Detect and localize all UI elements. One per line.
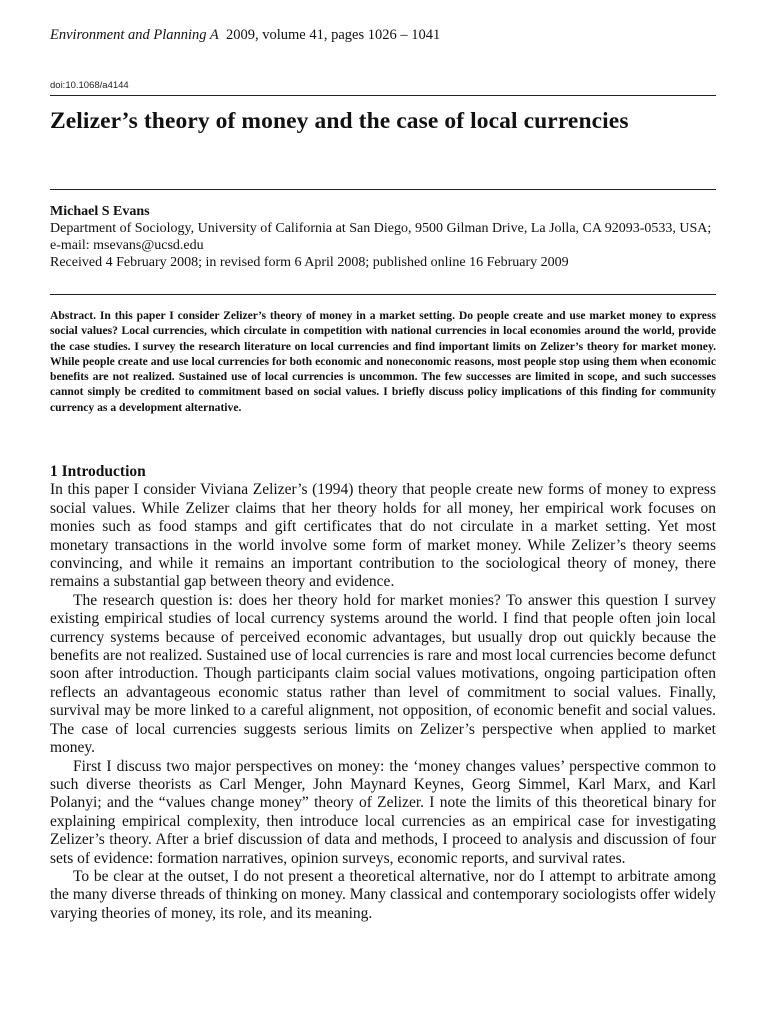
abstract-label: Abstract. [50,309,97,322]
journal-name: Environment and Planning A [50,27,219,43]
author-name: Michael S Evans [50,204,150,219]
author-block [50,203,716,271]
section-heading: 1 Introduction [50,463,146,480]
abstract [50,308,716,415]
author-affiliation: Department of Sociology, University of California at San Diego, 9500 Gilman Drive, La Jolla, CA 92093-0533, USA; e-mail: msevans@ucsd.edu [50,221,712,253]
paper-title: Zelizer’s theory of money and the case of local currencies [50,108,629,134]
received-history: Received 4 February 2008; in revised form 6 April 2008; published online 16 February 2009 [50,255,569,270]
journal-details: 2009, volume 41, pages 1026 – 1041 [226,27,441,43]
paragraph: First I discuss two major perspectives on money: the ‘money changes values’ perspective common to such diverse theorists as Carl Menger, John Maynard Keynes, Georg Simmel, Karl Marx, and Karl Polanyi; and the “values change money” theory of Zelizer. I note the limits of this theoretical binary for explaining empirical complexity, then introduce local currencies as an empirical case for investigating Zelizer’s theory. After a brief discussion of data and methods, I proceed to analysis and discussion of four sets of evidence: formation narratives, opinion surveys, economic reports, and survival rates. [50,757,716,867]
header-rule [50,95,716,96]
journal-citation [50,27,440,44]
paragraph: The research question is: does her theory hold for market monies? To answer this question I survey existing empirical studies of local currency systems around the world. I find that people often join local currency systems because of perceived economic advantages, but usually drop out quickly because the benefits are not realized. Sustained use of local currencies is rare and most local currencies become defunct soon after introduction. Though participants claim social values motivations, ongoing participation often reflects an advantageous economic status rather than level of commitment to social values. Finally, survival may be more linked to a careful alignment, not opposition, of economic benefit and social values. The case of local currencies suggests serious limits on Zelizer’s perspective when applied to market money. [50,591,716,757]
paragraph: In this paper I consider Viviana Zelizer’s (1994) theory that people create new forms of money to express social values. While Zelizer claims that her theory holds for all money, her empirical work focuses on monies such as food stamps and gift certificates that do not circulate in a market setting. Yet most monetary transactions in the world involve some form of market money. While Zelizer’s theory seems convincing, and while it remains an important contribution to the sociological theory of money, there remains a substantial gap between theory and evidence. [50,481,716,591]
author-rule [50,294,716,295]
doi: doi:10.1068/a4144 [50,80,129,91]
introduction-section [50,463,716,923]
title-rule [50,189,716,190]
paragraph: To be clear at the outset, I do not present a theoretical alternative, nor do I attempt to arbitrate among the many diverse threads of thinking on money. Many classical and contemporary sociologists offer widely varying theories of money, its role, and its meaning. [50,867,716,922]
abstract-text: In this paper I consider Zelizer’s theory of money in a market setting. Do people create and use market money to express social values? Local currencies, which circulate in competition with national currencies in local economies around the world, provide the case studies. I survey the research literature on local currencies and find important limits on Zelizer’s theory for market money. While people create and use local currencies for both economic and noneconomic reasons, most people stop using them when economic benefits are not realized. Sustained use of local currencies is uncommon. The few successes are limited in scope, and such successes cannot simply be credited to commitment based on social values. I briefly discuss policy implications of this finding for community currency as a development alternative. [50,309,716,414]
